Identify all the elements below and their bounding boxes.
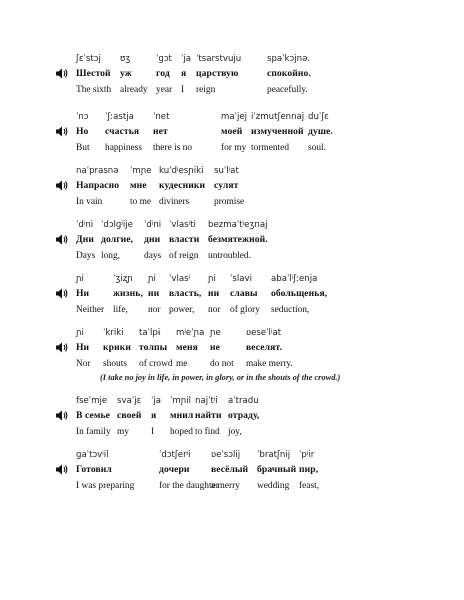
english-word: wedding [257,481,290,491]
english-word: year [156,85,173,95]
russian-word: спокойно. [267,68,311,79]
translation-note: (I take no joy in life, in power, in glory, or in the shouts of the crowd.) [100,373,341,382]
english-word: In vain [76,197,103,207]
russian-word: царствую [196,68,239,79]
english-word: nor [148,305,161,315]
english-word: I [151,427,155,437]
ipa-word: duˈʃɛ [308,112,329,122]
russian-word: брачный [257,464,297,475]
ipa-word: mʲeˈɲa [176,328,205,338]
ipa-word: ɲi [208,274,216,284]
english-word: The sixth [76,85,112,95]
ipa-word: ˈʒiʐɲ [113,274,133,284]
ipa-word: svaˈjɛ [117,396,142,406]
speaker-icon[interactable] [56,180,68,191]
english-word: Neither [76,305,105,315]
russian-word: Дни [76,234,94,245]
english-word: there is no [153,143,193,153]
english-word: untroubled. [208,251,251,261]
russian-word: Шестой [76,68,111,79]
english-word: shouts [103,359,127,369]
russian-word: я [151,410,157,421]
english-word: joy, [228,427,242,437]
ipa-word: aˈtradu [228,396,259,406]
ipa-word: najˈtʲi [195,396,218,406]
ipa-word: ˈʃːastja [105,112,134,122]
ipa-word: ˈja [151,396,162,406]
ipa-word: ɲi [76,274,84,284]
english-word: soul. [308,143,326,153]
speaker-icon[interactable] [56,234,68,245]
ipa-word: ʋeˈsɔlij [211,450,241,460]
english-word: me [176,359,188,369]
ipa-word: ˈnɔ [76,112,89,122]
speaker-icon[interactable] [56,288,68,299]
russian-word: не [210,342,220,353]
english-word: to find [195,427,220,437]
english-word: my [117,427,129,437]
russian-word: измученной [251,126,304,137]
ipa-word: naˈprasnə [76,166,119,176]
english-word: But [76,143,90,153]
russian-word: я [181,68,187,79]
russian-word: Напрасно [76,180,120,191]
english-word: diviners [159,197,190,207]
ipa-word: ˈvlasʲ [169,274,191,284]
english-word: long, [101,251,121,261]
speaker-icon[interactable] [56,342,68,353]
ipa-word: iˈzmutʃennaj [251,112,305,122]
english-word: feast, [299,481,320,491]
russian-word: Ни [76,288,90,299]
ipa-word: ˈdʲni [76,220,94,230]
ipa-word: ˈmɲil [170,396,192,406]
russian-word: меня [176,342,198,353]
ipa-word: ɲi [148,274,156,284]
russian-word: уж [120,68,132,79]
ipa-word: fseˈmje [76,396,108,406]
english-word: Nor [76,359,91,369]
ipa-word: taˈlpɨ [139,328,161,338]
english-word: Days [76,251,96,261]
ipa-word: ɡaˈtɔvʲil [76,450,109,460]
russian-word: Ни [76,342,90,353]
english-word: In family [76,427,111,437]
russian-word: толпы [139,342,168,353]
ipa-word: ˈɡɔt [156,54,172,64]
ipa-word: ʋeseˈlʲat [246,328,282,338]
english-word: of reign [169,251,199,261]
russian-word: дни [144,234,161,245]
russian-word: власти [169,234,200,245]
english-word: I [181,85,185,95]
speaker-icon[interactable] [56,68,68,79]
ipa-word: ˈja [181,54,192,64]
ipa-word: ˈdɔlɡʲije [101,220,133,230]
ipa-word: ˈdʲni [144,220,162,230]
english-word: tormented [251,143,290,153]
russian-word: моей [221,126,243,137]
english-word: make merry. [246,359,293,369]
russian-word: весёлый [211,464,249,475]
english-word: of crowd [139,359,173,369]
ipa-word: maˈjej [221,112,248,122]
russian-word: пир, [299,464,319,475]
russian-word: год [156,68,170,79]
speaker-icon[interactable] [56,126,68,137]
russian-word: В семье [76,410,110,421]
ipa-word: ˈpʲir [299,450,315,460]
ipa-word: bezmaˈtʲeʒnaj [208,220,268,230]
ipa-word: ˈdɔtʃerʲi [159,450,191,460]
ipa-word: ʊʒ [120,54,131,64]
english-word: seduction, [271,305,310,315]
russian-word: славы [230,288,258,299]
russian-word: Готовил [76,464,112,475]
russian-word: мнил [170,410,194,421]
ipa-word: abaˈlʲʃːenja [271,274,318,284]
english-word: a merry [211,481,240,491]
english-word: happiness [105,143,142,153]
ipa-word: ɲi [76,328,84,338]
russian-word: безмятежной. [208,234,268,245]
russian-word: найти [195,410,222,421]
russian-word: крики [103,342,131,353]
ipa-word: ʃɛˈstɔj [76,54,101,64]
russian-word: отраду, [228,410,260,421]
ipa-word: suˈlʲat [214,166,239,176]
russian-word: жизнь, [113,288,143,299]
english-word: do not [210,359,234,369]
english-word: I was preparing [76,481,135,491]
russian-word: Но [76,126,89,137]
ipa-word: ˈvlasʲti [169,220,196,230]
russian-word: кудесники [159,180,206,191]
ipa-word: kuˈdʲesɲiki [159,166,204,176]
russian-word: долгие, [101,234,134,245]
english-word: for the daughter [159,481,219,491]
english-word: hoped [170,427,193,437]
english-word: to me [130,197,152,207]
ipa-word: ˈkriki [103,328,124,338]
russian-word: своей [117,410,142,421]
speaker-icon[interactable] [56,410,68,421]
english-word: promise [214,197,245,207]
russian-word: сулят [214,180,239,191]
ipa-word: ˈslavi [230,274,252,284]
english-word: for my [221,143,247,153]
russian-word: нет [153,126,168,137]
english-word: already [120,85,148,95]
ipa-word: ˈnet [153,112,170,122]
russian-word: власть, [169,288,202,299]
russian-word: ни [208,288,220,299]
english-word: of glory [230,305,260,315]
english-word: reign [196,85,216,95]
ipa-word: ˈbratʃnij [257,450,291,460]
english-word: life, [113,305,128,315]
russian-word: дочери [159,464,190,475]
russian-word: счастья [105,126,140,137]
russian-word: ни [148,288,160,299]
english-word: power, [169,305,195,315]
russian-word: душе. [308,126,333,137]
ipa-word: ˈmɲe [130,166,152,176]
ipa-word: spaˈkɔjnə. [267,54,311,64]
english-word: days [144,251,162,261]
russian-word: мне [130,180,147,191]
english-word: peacefully. [267,85,308,95]
speaker-icon[interactable] [56,464,68,475]
english-word: nor [208,305,221,315]
russian-word: веселят. [246,342,282,353]
russian-word: обольщенья, [271,288,328,299]
ipa-word: ˈtsarstvuju [196,54,242,64]
ipa-word: ɲe [210,328,221,338]
